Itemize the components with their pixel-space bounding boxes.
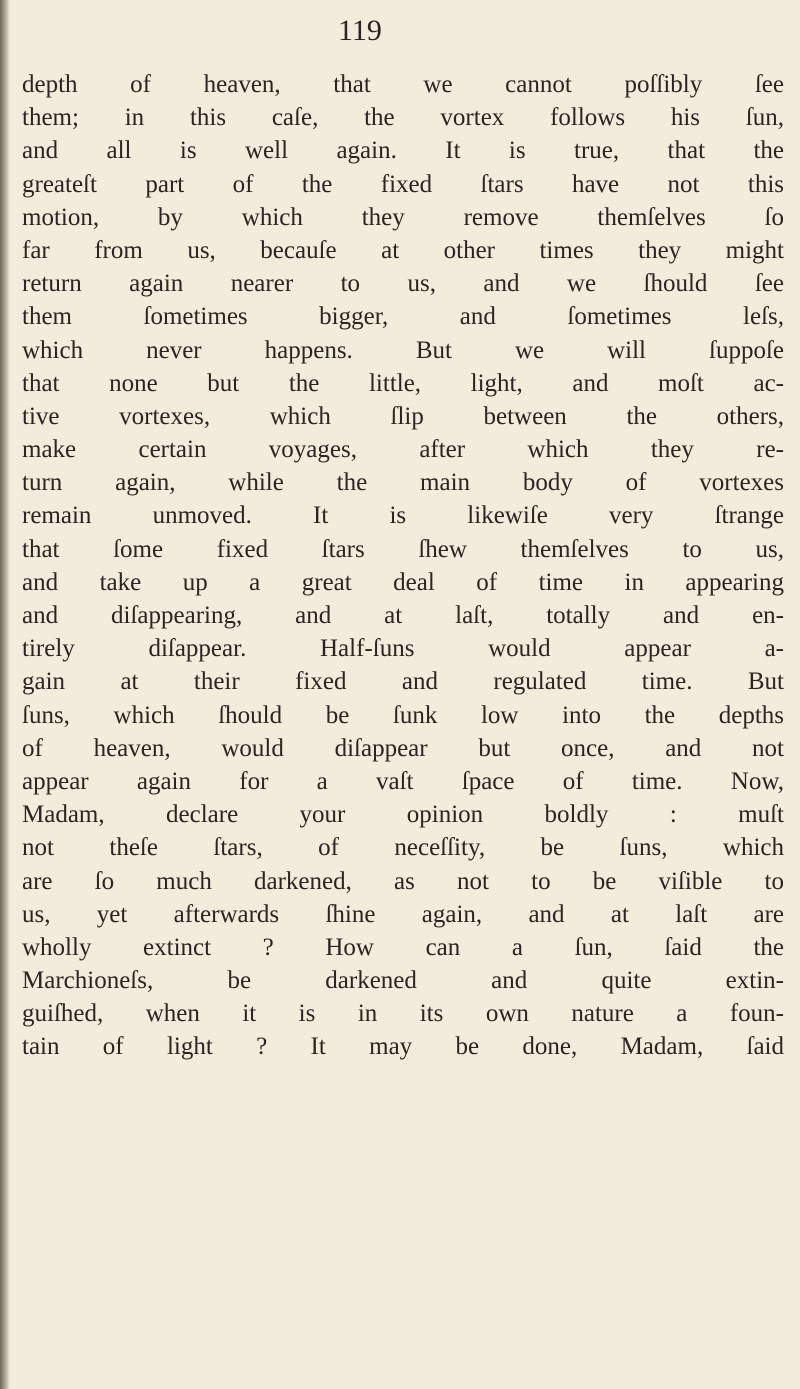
text-line: Madam, declare your opinion boldly : muſt bbox=[22, 801, 784, 829]
text-line: and take up a great deal of time in appearing bbox=[22, 568, 784, 596]
text-line: that ſome fixed ſtars ſhew themſelves to us, bbox=[22, 535, 784, 563]
text-line: turn again, while the main body of vortexes bbox=[22, 469, 784, 497]
text-line: them ſometimes bigger, and ſometimes leſs, bbox=[22, 303, 784, 331]
text-line: tain of light ? It may be done, Madam, ſaid bbox=[22, 1033, 784, 1061]
text-line: remain unmoved. It is likewiſe very ſtrange bbox=[22, 502, 784, 530]
text-line: appear again for a vaſt ſpace of time. Now, bbox=[22, 767, 784, 795]
text-line: return again nearer to us, and we ſhould ſee bbox=[22, 270, 784, 298]
text-line: not theſe ſtars, of neceſſity, be ſuns, which bbox=[22, 834, 784, 862]
text-line: Marchioneſs, be darkened and quite extin- bbox=[22, 967, 784, 995]
text-line: tirely diſappear. Half-ſuns would appear a- bbox=[22, 635, 784, 663]
text-line: motion, by which they remove themſelves ſo bbox=[22, 203, 784, 231]
text-line: and all is well again. It is true, that the bbox=[22, 137, 784, 165]
text-line: and diſappearing, and at laſt, totally and en- bbox=[22, 602, 784, 629]
text-line: are ſo much darkened, as not to be viſible to bbox=[22, 867, 784, 895]
text-line: that none but the little, light, and moſt ac- bbox=[22, 369, 784, 397]
text-line: wholly extinct ? How can a ſun, ſaid the bbox=[22, 933, 784, 961]
text-line: guiſhed, when it is in its own nature a foun- bbox=[22, 1000, 784, 1028]
text-line: far from us, becauſe at other times they might bbox=[22, 236, 784, 264]
text-line: depth of heaven, that we cannot poſſibly ſee bbox=[22, 71, 784, 98]
text-line: ſuns, which ſhould be ſunk low into the depths bbox=[22, 701, 784, 729]
text-line: us, yet afterwards ſhine again, and at laſt are bbox=[22, 900, 784, 928]
text-line: greateſt part of the fixed ſtars have not this bbox=[22, 170, 784, 198]
text-line: of heaven, would diſappear but once, and not bbox=[22, 734, 784, 762]
text-line: gain at their fixed and regulated time. But bbox=[22, 668, 784, 696]
page-number: 119 bbox=[338, 14, 382, 47]
body-text bbox=[22, 68, 784, 1064]
text-line: which never happens. But we will ſuppoſe bbox=[22, 336, 784, 364]
text-line: make certain voyages, after which they re- bbox=[22, 436, 784, 464]
text-line: them; in this caſe, the vortex follows his ſun, bbox=[22, 104, 784, 132]
text-line: tive vortexes, which ſlip between the others, bbox=[22, 402, 784, 430]
book-binding-edge bbox=[0, 0, 10, 1389]
